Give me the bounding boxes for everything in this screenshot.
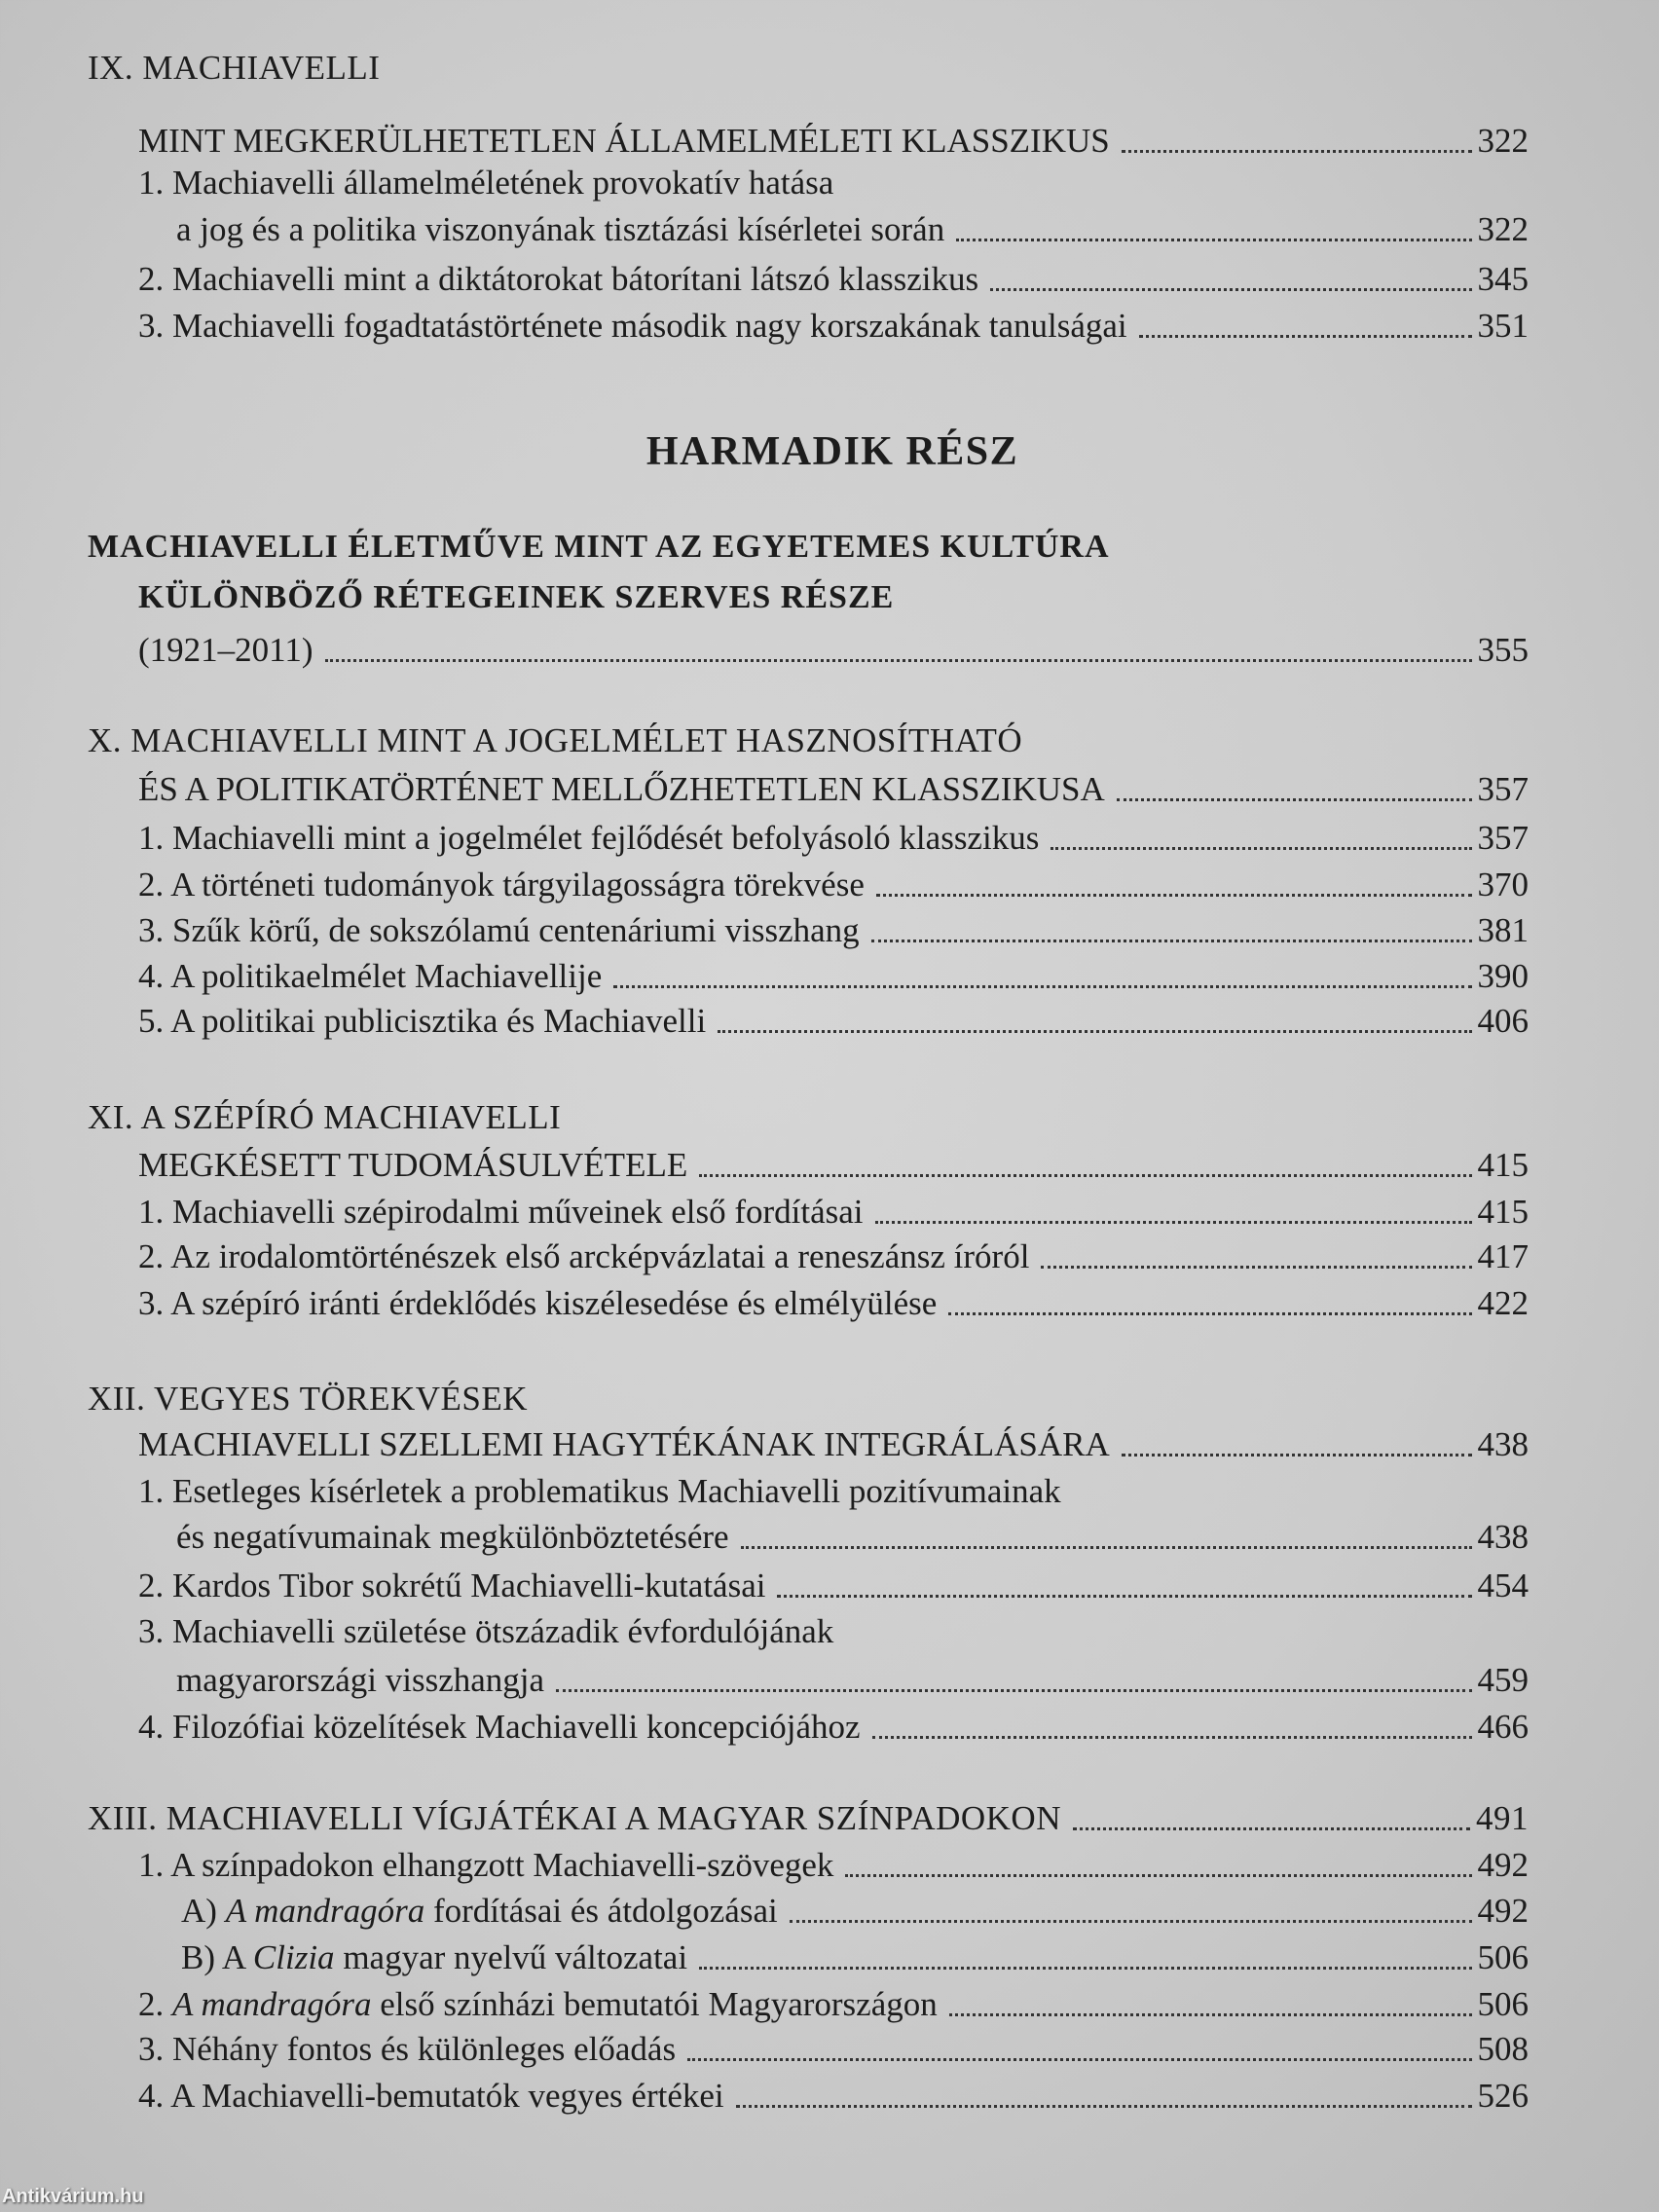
toc-entry [138,120,1529,163]
dot-leader [872,1736,1472,1739]
page-number: 506 [1477,1985,1529,2023]
page-number: 506 [1477,1938,1529,1976]
dot-leader [699,1967,1471,1970]
toc-entry [176,1516,1529,1559]
toc-entry [176,208,1529,251]
dot-leader [556,1689,1471,1692]
entry-italic-title: A mandragóra [172,1985,372,2023]
toc-entry [181,1936,1529,1979]
dot-leader [990,288,1471,291]
toc-entry [138,258,1529,301]
chapter-title: XI. A SZÉPÍRÓ MACHIAVELLI [88,1098,562,1136]
toc-entry [138,1144,1529,1187]
toc-entry [138,162,1529,204]
chapter-title: MINT MEGKERÜLHETETLEN ÁLLAMELMÉLETI KLASSZIKUS [138,122,1110,160]
page-number: 491 [1476,1799,1529,1837]
entry-italic-title: Clizia [252,1938,335,1976]
entry-title: a jog és a politika viszonyának tisztázási kísérletei során [176,210,945,248]
toc-entry [138,864,1529,906]
toc-entry [181,1890,1529,1933]
dot-leader [875,1221,1472,1224]
chapter-title: XIII. MACHIAVELLI VÍGJÁTÉKAI A MAGYAR SZÍNPADOKON [88,1799,1061,1837]
toc-entry [138,305,1529,348]
entry-prefix: A) [181,1892,226,1930]
entry-title [181,1936,687,1979]
toc-entry [88,1797,1529,1840]
page-number: 390 [1477,957,1529,995]
chapter-heading [88,719,1529,762]
page-number: 370 [1477,866,1529,903]
toc-entry [138,1983,1529,2026]
page-number: 357 [1477,819,1529,857]
dot-leader [876,894,1472,897]
part-subtitle-line: MACHIAVELLI ÉLETMŰVE MINT AZ EGYETEMES KULTÚRA [88,529,1110,565]
toc-entry [138,2075,1529,2118]
chapter-heading [88,47,1529,90]
entry-suffix: fordításai és átdolgozásai [424,1892,778,1930]
entry-title: 4. A Machiavelli-bemutatók vegyes értékei [138,2077,724,2115]
toc-entry [138,1423,1529,1466]
dot-leader [845,1874,1471,1877]
page-number: 438 [1477,1518,1529,1556]
toc-entry [138,817,1529,860]
entry-title: 3. Szűk körű, de sokszólamú centenáriumi visszhang [138,911,860,949]
entry-title: 1. Machiavelli szépirodalmi műveinek első fordításai [138,1193,864,1231]
page-number: 526 [1477,2077,1529,2115]
page-number: 508 [1477,2030,1529,2068]
page-number: 438 [1477,1425,1529,1463]
dot-leader [687,2058,1471,2061]
entry-title: 2. Machiavelli mint a diktátorokat bátorítani látszó klasszikus [138,260,979,298]
dot-leader [325,659,1472,662]
entry-title [181,1890,778,1933]
toc-entry [176,1659,1529,1702]
dot-leader [741,1546,1472,1549]
dot-leader [790,1920,1472,1923]
toc-entry [138,2028,1529,2071]
toc-entry [138,768,1529,811]
watermark: Antikvárium.hu [2,2186,144,2207]
entry-title: 1. Machiavelli államelméletének provokatív hatása [138,164,834,202]
entry-italic-title: A mandragóra [225,1892,425,1930]
part-title: HARMADIK RÉSZ [645,429,1019,474]
page-number: 381 [1477,911,1529,949]
dot-leader [871,940,1472,942]
dot-leader [777,1595,1471,1598]
entry-title: 5. A politikai publicisztika és Machiavelli [138,1002,707,1040]
page-number: 406 [1477,1002,1529,1040]
toc-entry [138,1470,1529,1513]
part-subtitle [138,576,1529,619]
dot-leader [613,985,1471,988]
toc-entry [138,1706,1529,1749]
page-number: 492 [1477,1846,1529,1884]
entry-prefix: B) A [181,1938,253,1976]
dot-leader [1041,1266,1471,1269]
chapter-heading [88,1096,1529,1139]
page-number: 466 [1477,1708,1529,1746]
dot-leader [1122,1454,1472,1456]
page-number: 454 [1477,1567,1529,1604]
entry-title: 3. Machiavelli fogadtatástörténete második nagy korszakának tanulságai [138,307,1127,345]
dot-leader [1051,847,1471,850]
entry-suffix: első színházi bemutatói Magyarországon [371,1985,938,2023]
page-number: 415 [1477,1146,1529,1184]
entry-prefix: 2. [138,1985,172,2023]
toc-entry [138,909,1529,952]
entry-title: 2. Kardos Tibor sokrétű Machiavelli-kutatásai [138,1567,766,1604]
toc-entry [138,1610,1529,1653]
dot-leader [1122,150,1472,153]
page-number: 322 [1477,210,1529,248]
entry-title: és negatívumainak megkülönböztetésére [176,1518,729,1556]
dot-leader [1139,335,1472,338]
page-number: 345 [1477,260,1529,298]
chapter-title: ÉS A POLITIKATÖRTÉNET MELLŐZHETETLEN KLASSZIKUSA [138,770,1105,808]
page-number: 492 [1477,1892,1529,1930]
page-number: 351 [1477,307,1529,345]
entry-title [138,1983,938,2026]
page-number: 417 [1477,1237,1529,1275]
entry-title: 4. A politikaelmélet Machiavellije [138,957,603,995]
entry-title: 2. A történeti tudományok tárgyilagosságra törekvése [138,866,865,903]
entry-title: 2. Az irodalomtörténészek első arcképvázlatai a reneszánsz íróról [138,1237,1030,1275]
dot-leader [736,2105,1472,2108]
entry-title: 3. A szépíró iránti érdeklődés kiszélesedése és elmélyülése [138,1284,938,1322]
entry-title: 1. Machiavelli mint a jogelmélet fejlődését befolyásoló klasszikus [138,819,1040,857]
chapter-title: XII. VEGYES TÖREKVÉSEK [88,1380,529,1418]
page-number: 415 [1477,1193,1529,1231]
dot-leader [1117,798,1472,801]
page-number: 355 [1477,631,1529,669]
toc-entry [138,1282,1529,1325]
dot-leader [718,1030,1471,1033]
chapter-title: MACHIAVELLI SZELLEMI HAGYTÉKÁNAK INTEGRÁLÁSÁRA [138,1425,1110,1463]
entry-suffix: magyar nyelvű változatai [334,1938,688,1976]
entry-title: 1. A színpadokon elhangzott Machiavelli-szövegek [138,1846,834,1884]
dot-leader [948,1312,1471,1315]
entry-title: 3. Machiavelli születése ötszázadik évfordulójának [138,1612,834,1650]
toc-entry [138,629,1529,672]
dot-leader [699,1174,1471,1177]
chapter-heading [88,1378,1529,1420]
toc-entry [138,1844,1529,1887]
dot-leader [949,2013,1472,2016]
page-number: 322 [1477,122,1529,160]
dot-leader [1073,1827,1470,1830]
part-subtitle [88,526,1529,569]
chapter-title: MEGKÉSETT TUDOMÁSULVÉTELE [138,1146,688,1184]
toc-entry [138,1000,1529,1043]
entry-title: 3. Néhány fontos és különleges előadás [138,2030,677,2068]
page-number: 357 [1477,770,1529,808]
part-subtitle-line: KÜLÖNBÖZŐ RÉTEGEINEK SZERVES RÉSZE [138,579,895,615]
entry-title: (1921–2011) [138,631,313,669]
toc-entry [138,1565,1529,1607]
toc-entry [138,955,1529,998]
toc-entry [138,1191,1529,1234]
dot-leader [956,239,1471,241]
chapter-title: IX. MACHIAVELLI [88,49,381,87]
page-number: 459 [1477,1661,1529,1699]
entry-title: 1. Esetleges kísérletek a problematikus Machiavelli pozitívumainak [138,1472,1061,1510]
entry-title: magyarországi visszhangja [176,1661,545,1699]
chapter-title: X. MACHIAVELLI MINT A JOGELMÉLET HASZNOSÍTHATÓ [88,721,1023,759]
page-number: 422 [1477,1284,1529,1322]
entry-title: 4. Filozófiai közelítések Machiavelli koncepciójához [138,1708,861,1746]
toc-entry [138,1235,1529,1278]
